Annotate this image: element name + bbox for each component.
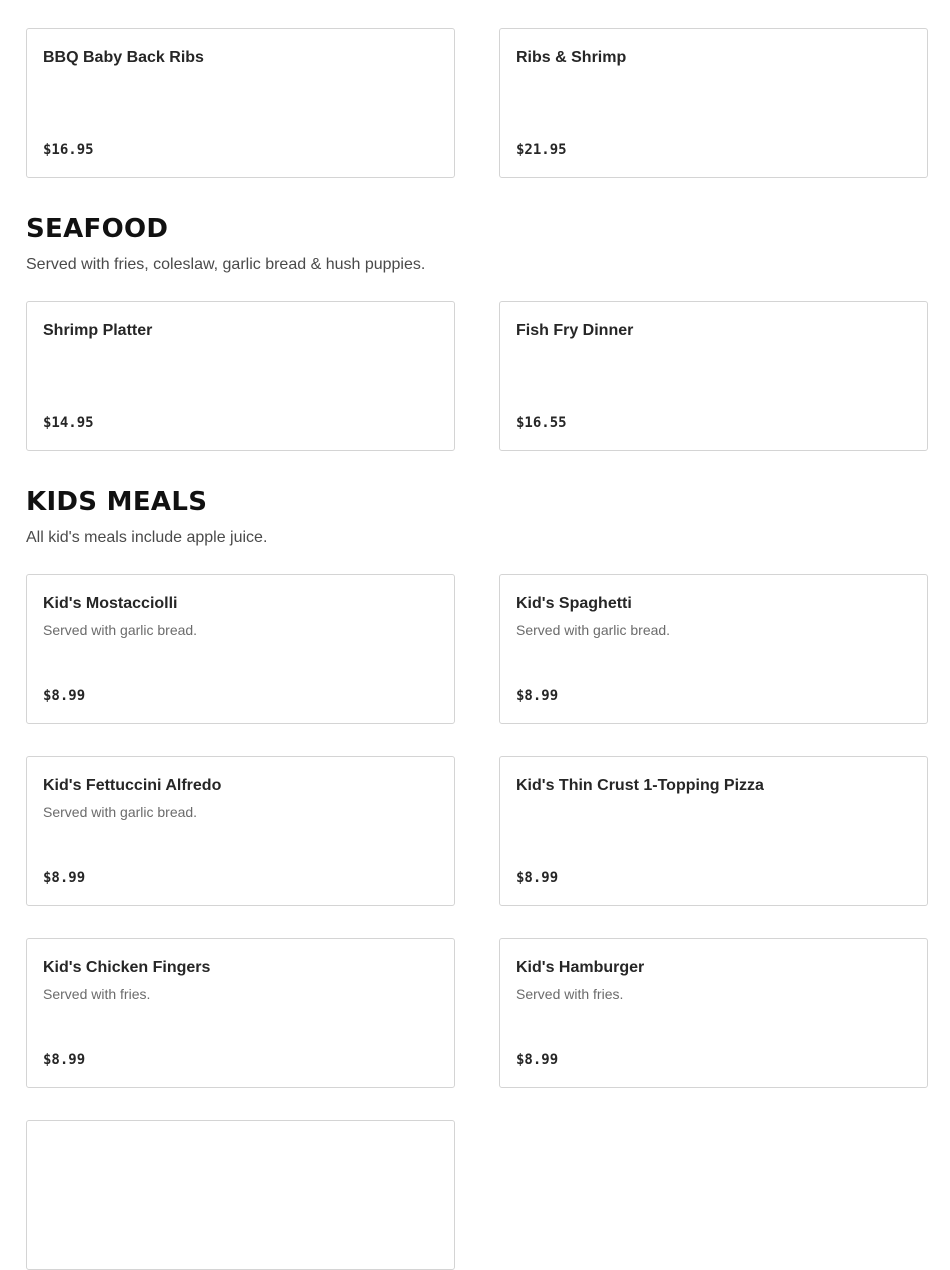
menu-item-price: $8.99 — [516, 870, 559, 886]
section-subtitle-seafood: Served with fries, coleslaw, garlic bread & hush puppies. — [26, 256, 426, 273]
menu-item-name: Kid's Chicken Fingers — [43, 959, 211, 976]
menu-item-name: BBQ Baby Back Ribs — [43, 49, 204, 66]
menu-item-name: Kid's Hamburger — [516, 959, 645, 976]
menu-item-name: Kid's Thin Crust 1-Topping Pizza — [516, 777, 764, 794]
menu-item-name: Kid's Fettuccini Alfredo — [43, 777, 222, 794]
menu-item-card[interactable] — [26, 28, 455, 178]
menu-item-name: Fish Fry Dinner — [516, 322, 634, 339]
menu-item-description: Served with garlic bread. — [43, 622, 198, 638]
menu-item-name: Shrimp Platter — [43, 322, 153, 339]
menu-item-name: Kid's Spaghetti — [516, 595, 632, 612]
menu-item-description: Served with fries. — [516, 986, 624, 1002]
menu-item-card[interactable] — [499, 938, 928, 1088]
menu-item-price: $8.99 — [43, 870, 86, 886]
menu-grid-kids-meals — [26, 574, 928, 1270]
menu-item-description: Served with garlic bread. — [43, 804, 198, 820]
menu-item-description: Served with fries. — [43, 986, 151, 1002]
menu-item-price: $16.55 — [516, 415, 567, 431]
menu-item-card[interactable] — [499, 756, 928, 906]
menu-item-price: $8.99 — [43, 1052, 86, 1068]
menu-grid-ribs — [26, 28, 928, 178]
menu-item-name: Ribs & Shrimp — [516, 49, 627, 66]
menu-item-price: $16.95 — [43, 142, 94, 158]
menu-item-price: $8.99 — [516, 1052, 559, 1068]
menu-item-description: Served with garlic bread. — [516, 622, 671, 638]
menu-page — [26, 0, 928, 1270]
menu-item-price: $21.95 — [516, 142, 567, 158]
menu-item-card[interactable] — [499, 574, 928, 724]
section-subtitle-kids-meals: All kid's meals include apple juice. — [26, 529, 268, 546]
menu-item-card[interactable] — [499, 28, 928, 178]
menu-item-price: $14.95 — [43, 415, 94, 431]
menu-item-card[interactable] — [499, 301, 928, 451]
menu-item-card[interactable] — [26, 1120, 455, 1270]
menu-item-name: Kid's Mostacciolli — [43, 595, 178, 612]
menu-grid-seafood — [26, 301, 928, 451]
section-title-kids-meals: KIDS MEALS — [26, 487, 208, 517]
menu-item-card[interactable] — [26, 938, 455, 1088]
section-title-seafood: SEAFOOD — [26, 214, 169, 244]
menu-item-card[interactable] — [26, 574, 455, 724]
menu-item-card[interactable] — [26, 301, 455, 451]
section-title-cut — [26, 0, 928, 8]
menu-item-card[interactable] — [26, 756, 455, 906]
menu-item-price: $8.99 — [516, 688, 559, 704]
menu-item-price: $8.99 — [43, 688, 86, 704]
